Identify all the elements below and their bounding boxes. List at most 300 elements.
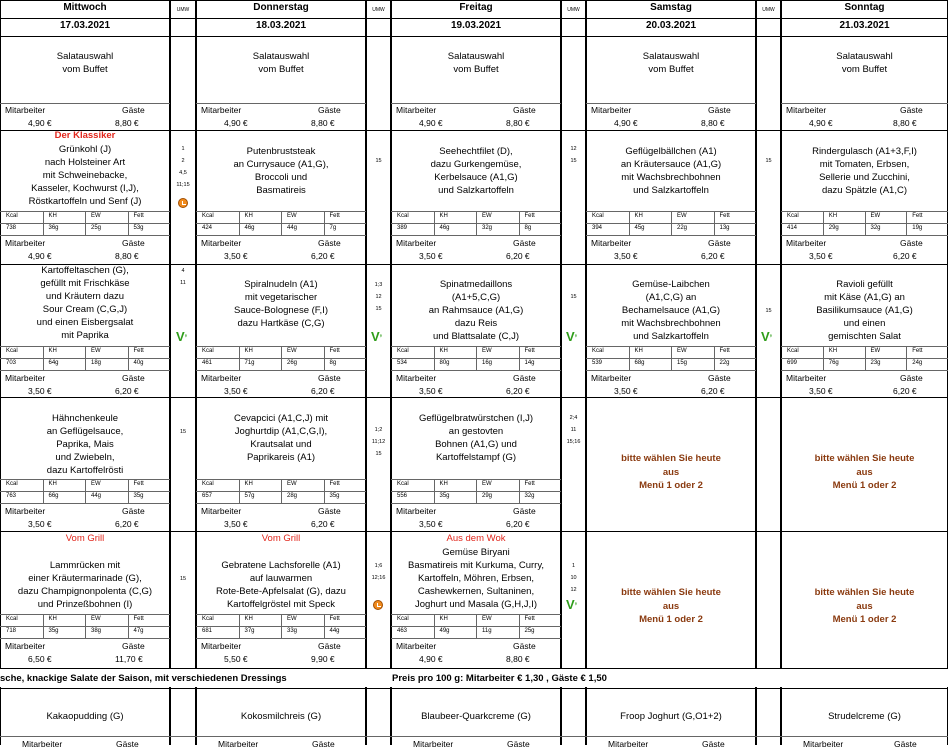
price-gaeste: 6,20 €	[311, 519, 335, 529]
dish-text: dazu Hartkäse (C,G)	[237, 318, 325, 329]
allergen-code: 12;16	[371, 575, 386, 581]
nutrition-header: Fett	[719, 213, 730, 219]
choose-hint: bitte wählen Sie heute	[814, 453, 915, 464]
nutrition-header: KH	[439, 481, 448, 487]
allergen-code: 15	[765, 158, 772, 164]
gaeste-label: Gäste	[513, 238, 536, 248]
grid-line	[434, 479, 435, 503]
dish-text: Gemüse-Laibchen	[632, 279, 710, 290]
nutrition-header: Fett	[524, 481, 535, 487]
price-mitarbeiter: 3,50 €	[224, 251, 248, 261]
allergen-code: 4,5	[179, 170, 187, 176]
dish-text: mit Tomaten, Erbsen,	[819, 159, 910, 170]
nutrition-value: 28g	[287, 493, 298, 499]
price-mitarbeiter: 5,50 €	[224, 654, 248, 664]
nutrition-header: Kcal	[592, 348, 604, 354]
nutrition-header: KH	[828, 348, 838, 354]
grid-line	[0, 370, 170, 371]
dish-text: Sellerie und Zucchini,	[819, 172, 910, 183]
dish-text: mit vegetarischer	[244, 292, 318, 303]
price-gaeste: 6,20 €	[506, 251, 530, 261]
grid-line	[391, 235, 561, 236]
mitarbeiter-label: Mitarbeiter	[396, 373, 437, 383]
grid-line	[85, 614, 86, 638]
gaeste-label: Gäste	[513, 641, 536, 651]
grid-line	[586, 370, 756, 371]
dish-text: Röstkartoffeln und Senf (J)	[28, 196, 142, 207]
price-mitarbeiter: 3,50 €	[419, 251, 443, 261]
gaeste-label: Gäste	[900, 238, 923, 248]
dish-text: Bechamelsauce (A1,G)	[621, 305, 721, 316]
grid-line	[781, 235, 948, 236]
nutrition-header: Fett	[524, 616, 535, 622]
dish-text: mit Wachsbrechbohnen	[621, 172, 721, 183]
dessert-name: Kokosmilchreis (G)	[240, 711, 322, 722]
dish-text: nach Holsteiner Art	[44, 157, 126, 168]
grid-line	[0, 235, 170, 236]
gaeste-label: Gäste	[507, 739, 530, 749]
nutrition-value: 35g	[329, 493, 340, 499]
umw-label: UMW	[372, 7, 385, 13]
nutrition-header: EW	[287, 213, 297, 219]
umw-column	[366, 0, 391, 745]
dessert-name: Blaubeer-Quarkcreme (G)	[421, 711, 531, 722]
nutrition-value: 14g	[524, 360, 535, 366]
choose-hint: Menü 1 oder 2	[639, 480, 703, 491]
nutrition-value: 394	[592, 225, 603, 231]
nutrition-header: Kcal	[6, 213, 18, 219]
allergen-code: 15;16	[566, 439, 581, 445]
price-mitarbeiter: 4,90 €	[28, 118, 52, 128]
allergen-code: 12	[570, 146, 577, 152]
dish-text: vom Buffet	[258, 64, 304, 75]
allergen-code: 15	[179, 429, 187, 435]
grid-line	[196, 235, 366, 236]
nutrition-header: Fett	[133, 481, 144, 487]
price-mitarbeiter: 3,50 €	[809, 386, 833, 396]
row-divider	[0, 397, 948, 398]
price-mitarbeiter: 3,50 €	[809, 251, 833, 261]
dish-text: Ravioli gefüllt	[836, 279, 893, 290]
gaeste-label: Gäste	[894, 739, 917, 749]
allergen-code: 12	[375, 294, 382, 300]
grid-line	[196, 370, 366, 371]
nutrition-header: EW	[287, 481, 297, 487]
dish-text: Grünkohl (J)	[58, 144, 112, 155]
dish-text: gemischten Salat	[828, 331, 901, 342]
nutrition-value: 24g	[912, 360, 923, 366]
nutrition-header: EW	[91, 213, 101, 219]
nutrition-value: 29g	[828, 225, 839, 231]
nutrition-value: 40g	[133, 360, 144, 366]
grid-line	[519, 346, 520, 370]
nutrition-header: KH	[244, 348, 253, 354]
dish-text: Hähnchenkeule	[51, 413, 119, 424]
nutrition-header: EW	[677, 348, 687, 354]
nutrition-header: Fett	[912, 213, 923, 219]
nutrition-value: 47g	[133, 628, 144, 634]
vegetarian-icon: V’	[176, 329, 188, 344]
grid-line	[0, 503, 170, 504]
nutrition-header: EW	[482, 213, 492, 219]
row-divider	[0, 36, 948, 37]
row-divider	[0, 0, 948, 1]
dish-text: Cevapcici (A1,C,J) mit	[234, 413, 328, 424]
price-gaeste: 6,20 €	[506, 519, 530, 529]
allergen-code: 12	[570, 587, 577, 593]
choose-hint: aus	[856, 600, 873, 612]
row-divider	[0, 688, 948, 689]
gaeste-label: Gäste	[900, 105, 923, 115]
grid-line	[43, 614, 44, 638]
nutrition-header: KH	[439, 616, 448, 622]
allergen-code: 15	[375, 451, 382, 457]
dish-text: Gebratene Lachsforelle (A1)	[221, 560, 341, 571]
dish-text: vom Buffet	[62, 64, 108, 75]
nutrition-value: 35g	[133, 493, 144, 499]
dish-text: Kasseler, Kochwurst (I,J),	[31, 183, 139, 194]
price-mitarbeiter: 3,50 €	[419, 386, 443, 396]
nutrition-value: 44g	[91, 493, 102, 499]
nutrition-value: 25g	[91, 225, 102, 231]
vegetarian-icon: V’	[566, 597, 578, 612]
grid-line	[281, 346, 282, 370]
gaeste-label: Gäste	[513, 506, 536, 516]
day-name: Donnerstag	[253, 2, 309, 13]
grid-line	[714, 211, 715, 235]
nutrition-value: 738	[6, 225, 17, 231]
price-mitarbeiter: 4,90 €	[419, 654, 443, 664]
price-gaeste: 8,80 €	[506, 654, 530, 664]
vegetarian-icon: V’	[761, 329, 773, 344]
nutrition-header: Fett	[133, 616, 144, 622]
nutrition-header: KH	[244, 213, 253, 219]
grid-line	[324, 346, 325, 370]
day-date: 18.03.2021	[255, 20, 307, 31]
dish-text: und Zwiebeln,	[55, 452, 115, 463]
price-mitarbeiter: 6,50 €	[28, 654, 52, 664]
dish-text: Broccoli und	[254, 172, 308, 183]
dish-text: dazu Gurkengemüse,	[430, 159, 522, 170]
dish-text: mit Käse (A1,G) an	[824, 292, 905, 303]
dish-text: Kartoffeln, Möhren, Erbsen,	[418, 573, 534, 584]
grid-line	[128, 479, 129, 503]
mitarbeiter-label: Mitarbeiter	[5, 105, 46, 115]
umw-label: UMW	[567, 7, 580, 13]
umw-label: UMW	[762, 7, 775, 13]
grid-line	[519, 479, 520, 503]
nutrition-header: Fett	[133, 213, 144, 219]
nutrition-value: 53g	[133, 225, 144, 231]
nutrition-value: 556	[397, 493, 408, 499]
dish-text: vom Buffet	[453, 64, 499, 75]
mitarbeiter-label: Mitarbeiter	[591, 105, 632, 115]
dish-text: mit Wachsbrechbohnen	[621, 318, 721, 329]
mitarbeiter-label: Mitarbeiter	[608, 739, 649, 749]
nutrition-value: 22g	[677, 225, 688, 231]
grid-line	[476, 614, 477, 638]
nutrition-header: KH	[439, 348, 448, 354]
nutrition-value: 19g	[912, 225, 923, 231]
dish-text: Salatauswahl	[447, 51, 505, 62]
special-label: Vom Grill	[65, 533, 105, 544]
nutrition-header: Kcal	[6, 616, 18, 622]
grid-line	[196, 503, 366, 504]
price-mitarbeiter: 4,90 €	[224, 118, 248, 128]
grid-line	[0, 736, 948, 737]
mitarbeiter-label: Mitarbeiter	[786, 238, 827, 248]
dish-text: an Currysauce (A1,G),	[233, 159, 329, 170]
price-mitarbeiter: 3,50 €	[224, 519, 248, 529]
allergen-code: 15	[179, 576, 187, 582]
nutrition-value: 46g	[439, 225, 450, 231]
dish-text: Putenbruststeak	[246, 146, 316, 157]
price-mitarbeiter: 4,90 €	[28, 251, 52, 261]
nutrition-header: EW	[482, 616, 492, 622]
allergen-code: 10	[570, 575, 577, 581]
grid-line	[434, 614, 435, 638]
dish-text: und einen Eisbergsalat	[36, 317, 134, 328]
dish-text: Paprika, Mais	[56, 439, 114, 450]
nutrition-header: Kcal	[397, 481, 409, 487]
nutrition-value: 32g	[870, 225, 881, 231]
gaeste-label: Gäste	[318, 238, 341, 248]
nutrition-value: 763	[6, 493, 17, 499]
choose-hint: aus	[856, 466, 873, 478]
dish-text: Paprikareis (A1)	[246, 452, 316, 463]
allergen-code: 4	[181, 268, 185, 274]
grid-line	[128, 211, 129, 235]
nutrition-value: 71g	[244, 360, 255, 366]
grid-line	[906, 346, 907, 370]
gaeste-label: Gäste	[708, 105, 731, 115]
price-mitarbeiter: 3,50 €	[28, 519, 52, 529]
nutrition-header: Kcal	[6, 481, 18, 487]
gaeste-label: Gäste	[116, 739, 139, 749]
gaeste-label: Gäste	[708, 373, 731, 383]
grid-line	[476, 479, 477, 503]
allergen-code: 1	[181, 146, 185, 152]
nutrition-value: 424	[202, 225, 213, 231]
grid-line	[239, 211, 240, 235]
nutrition-header: Kcal	[787, 213, 799, 219]
nutrition-header: EW	[287, 616, 297, 622]
nutrition-header: Kcal	[787, 348, 799, 354]
nutrition-value: 68g	[634, 360, 645, 366]
price-mitarbeiter: 3,50 €	[614, 251, 638, 261]
mitarbeiter-label: Mitarbeiter	[786, 105, 827, 115]
dish-text: dazu Reis	[454, 318, 498, 329]
grid-line	[519, 614, 520, 638]
nutrition-header: Fett	[329, 481, 340, 487]
dish-text: Geflügelbällchen (A1)	[625, 146, 717, 157]
allergen-code: 1;2	[374, 427, 383, 433]
allergen-code: 2;4	[569, 415, 578, 421]
gaeste-label: Gäste	[318, 105, 341, 115]
mitarbeiter-label: Mitarbeiter	[201, 373, 242, 383]
price-mitarbeiter: 4,90 €	[809, 118, 833, 128]
gaeste-label: Gäste	[900, 373, 923, 383]
dish-text: Kartoffelgröstel mit Speck	[226, 599, 336, 610]
mitarbeiter-label: Mitarbeiter	[396, 641, 437, 651]
nutrition-value: 44g	[287, 225, 298, 231]
row-divider	[0, 531, 948, 532]
mitarbeiter-label: Mitarbeiter	[22, 739, 63, 749]
mitarbeiter-label: Mitarbeiter	[591, 373, 632, 383]
dish-text: Salatauswahl	[252, 51, 310, 62]
nutrition-value: 76g	[828, 360, 839, 366]
grid-line	[906, 211, 907, 235]
nutrition-header: KH	[634, 213, 643, 219]
mitarbeiter-label: Mitarbeiter	[396, 105, 437, 115]
grid-line	[476, 211, 477, 235]
nutrition-header: KH	[48, 213, 57, 219]
special-label: Aus dem Wok	[446, 533, 506, 544]
grid-line	[281, 211, 282, 235]
mitarbeiter-label: Mitarbeiter	[396, 506, 437, 516]
nutrition-header: Kcal	[202, 616, 214, 622]
mitarbeiter-label: Mitarbeiter	[201, 105, 242, 115]
price-gaeste: 8,80 €	[311, 118, 335, 128]
grid-line	[0, 638, 170, 639]
dish-text: Sauce-Bolognese (F,I)	[234, 305, 328, 316]
dish-text: dazu Kartoffelrösti	[46, 465, 124, 476]
nutrition-header: Kcal	[6, 348, 18, 354]
gaeste-label: Gäste	[318, 641, 341, 651]
dish-text: Joghurtdip (A1,C,G,I),	[234, 426, 328, 437]
dish-text: Kerbelsauce (A1,G)	[434, 172, 518, 183]
day-date: 19.03.2021	[450, 20, 502, 31]
nutrition-value: 32g	[524, 493, 535, 499]
grid-line	[781, 103, 948, 104]
gaeste-label: Gäste	[513, 373, 536, 383]
allergen-code: 15	[375, 306, 382, 312]
dish-text: und Prinzeßbohnen (I)	[37, 599, 133, 610]
nutrition-value: 718	[6, 628, 17, 634]
dessert-name: Froop Joghurt (G,O1+2)	[620, 711, 722, 722]
dish-text: Basmatireis	[256, 185, 306, 196]
dish-text: Seehechtfilet (D),	[439, 146, 513, 157]
grid-line	[586, 103, 756, 104]
price-gaeste: 6,20 €	[701, 251, 725, 261]
gaeste-label: Gäste	[312, 739, 335, 749]
day-name: Mittwoch	[63, 2, 107, 13]
nutrition-value: 11g	[482, 628, 492, 634]
grid-line	[823, 211, 824, 235]
dish-text: an Rahmsauce (A1,G)	[428, 305, 524, 316]
special-label: Der Klassiker	[54, 130, 116, 141]
alarm-clock-icon	[373, 600, 383, 610]
nutrition-header: EW	[870, 213, 881, 219]
nutrition-value: 45g	[634, 225, 645, 231]
price-gaeste: 8,80 €	[893, 118, 917, 128]
salad-banner-right: Preis pro 100 g: Mitarbeiter € 1,30 , Gäste € 1,50	[392, 673, 607, 684]
dish-text: Krautsalat und	[250, 439, 312, 450]
price-gaeste: 9,90 €	[311, 654, 335, 664]
allergen-code: 11	[570, 427, 577, 433]
price-gaeste: 6,20 €	[506, 386, 530, 396]
dish-text: Basmatireis mit Kurkuma, Curry,	[407, 560, 544, 571]
allergen-code: 2	[181, 158, 185, 164]
dish-text: dazu Champignonpolenta (C,G)	[17, 586, 153, 597]
nutrition-value: 32g	[482, 225, 493, 231]
grid-line	[781, 370, 948, 371]
dish-text: Salatauswahl	[56, 51, 114, 62]
gaeste-label: Gäste	[122, 506, 145, 516]
price-mitarbeiter: 3,50 €	[224, 386, 248, 396]
nutrition-header: Kcal	[397, 213, 409, 219]
dish-text: und Blattsalate (C,J)	[432, 331, 520, 342]
nutrition-value: 8g	[524, 225, 532, 231]
mitarbeiter-label: Mitarbeiter	[201, 641, 242, 651]
grid-line	[865, 211, 866, 235]
grid-line	[629, 211, 630, 235]
choose-hint: bitte wählen Sie heute	[814, 587, 915, 598]
nutrition-value: 22g	[719, 360, 730, 366]
dish-text: Rindergulasch (A1+3,F,I)	[812, 146, 917, 157]
grid-line	[324, 211, 325, 235]
grid-line	[239, 479, 240, 503]
nutrition-value: 16g	[482, 360, 493, 366]
dish-text: mit Paprika	[61, 330, 109, 341]
nutrition-value: 33g	[287, 628, 298, 634]
nutrition-header: Kcal	[397, 616, 409, 622]
grid-line	[0, 103, 170, 104]
nutrition-value: 461	[202, 360, 213, 366]
gaeste-label: Gäste	[513, 105, 536, 115]
grid-line	[128, 346, 129, 370]
nutrition-value: 26g	[287, 360, 298, 366]
dish-text: Spiralnudeln (A1)	[244, 279, 318, 290]
mitarbeiter-label: Mitarbeiter	[5, 641, 46, 651]
price-gaeste: 8,80 €	[115, 118, 139, 128]
dish-text: dazu Spätzle (A1,C)	[821, 185, 907, 196]
choose-hint: Menü 1 oder 2	[639, 614, 703, 625]
nutrition-header: Kcal	[397, 348, 409, 354]
choose-hint: Menü 1 oder 2	[832, 480, 897, 491]
allergen-code: 11	[180, 280, 186, 286]
nutrition-header: KH	[48, 348, 57, 354]
mitarbeiter-label: Mitarbeiter	[803, 739, 844, 749]
dish-text: an gestovten	[448, 426, 504, 437]
nutrition-header: EW	[482, 481, 492, 487]
grid-line	[865, 346, 866, 370]
dish-text: (A1+5,C,G)	[451, 292, 501, 303]
mitarbeiter-label: Mitarbeiter	[201, 238, 242, 248]
nutrition-header: EW	[677, 213, 687, 219]
mitarbeiter-label: Mitarbeiter	[591, 238, 632, 248]
grid-line	[629, 346, 630, 370]
nutrition-value: 57g	[244, 493, 255, 499]
price-mitarbeiter: 4,90 €	[419, 118, 443, 128]
gaeste-label: Gäste	[702, 739, 725, 749]
dish-text: Joghurt und Masala (G,H,J,I)	[415, 599, 537, 610]
day-name: Freitag	[459, 2, 493, 13]
allergen-code: 15	[570, 158, 577, 164]
nutrition-header: Kcal	[202, 348, 214, 354]
nutrition-value: 414	[787, 225, 798, 231]
row-divider	[0, 668, 948, 669]
nutrition-value: 699	[787, 360, 798, 366]
nutrition-header: Fett	[329, 348, 340, 354]
nutrition-header: Kcal	[202, 481, 214, 487]
nutrition-value: 18g	[91, 360, 102, 366]
dish-text: Bohnen (A1,G) und	[435, 439, 517, 450]
price-gaeste: 11,70 €	[115, 654, 143, 664]
nutrition-value: 37g	[244, 628, 255, 634]
mitarbeiter-label: Mitarbeiter	[786, 373, 827, 383]
price-mitarbeiter: 3,50 €	[28, 386, 52, 396]
